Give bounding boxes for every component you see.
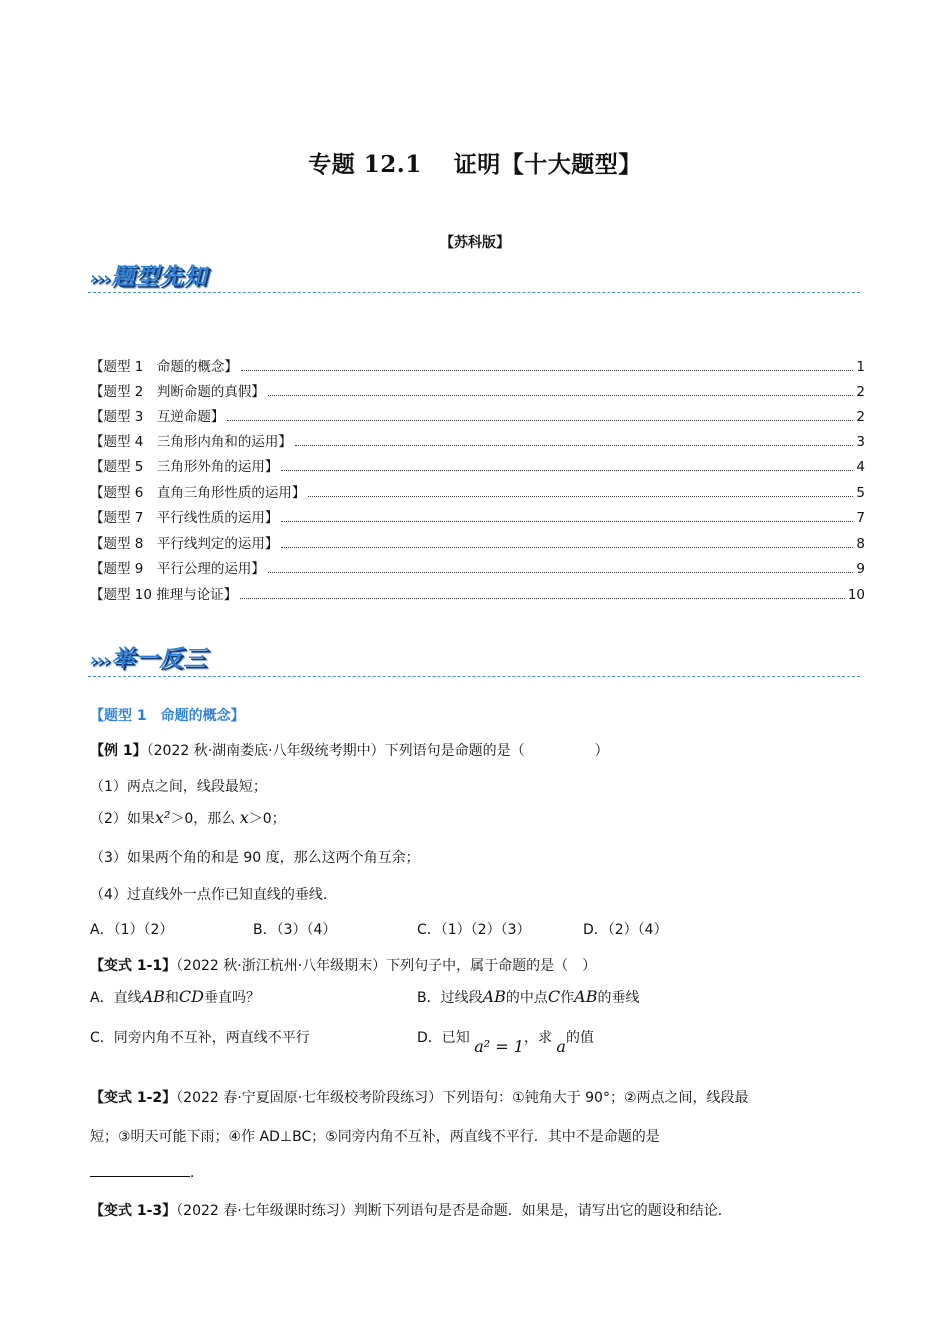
divider: [88, 676, 860, 677]
banner-arrows-icon: ›››: [90, 268, 110, 289]
toc-item[interactable]: 【题型 3 互逆命题】 2: [90, 409, 865, 425]
example-1-option-a: A．（1）（2）: [90, 922, 174, 938]
variant-1-1-option-d: D．已知 a² = 1，求 a的值: [417, 1030, 594, 1056]
toc-item[interactable]: 【题型 5 三角形外角的运用】 4: [90, 459, 865, 475]
variant-1-1-stem: 【变式 1-1】（2022 秋·浙江杭州·八年级期末）下列句子中，属于命题的是（ ）: [90, 958, 597, 974]
example-1-option-d: D．（2）（4）: [583, 922, 668, 938]
toc-item[interactable]: 【题型 6 直角三角形性质的运用】 5: [90, 485, 865, 501]
page-title: 专题 12.1 证明【十大题型】: [308, 151, 642, 178]
toc-item[interactable]: 【题型 10 推理与论证】 10: [90, 587, 865, 603]
divider: [88, 292, 860, 293]
example-1-option-c: C．（1）（2）（3）: [417, 922, 531, 938]
edition-label: 【苏科版】: [440, 235, 510, 251]
example-1-item: （1）两点之间，线段最短；: [90, 779, 267, 795]
banner-preview-text: 题型先知: [111, 264, 208, 290]
answer-blank[interactable]: [90, 1162, 190, 1177]
banner-practice: [90, 640, 207, 674]
toc-item[interactable]: 【题型 8 平行线判定的运用】 8: [90, 536, 865, 552]
example-1-item: （2）如果x²＞0，那么 x＞0；: [90, 808, 286, 827]
variant-1-1-option-c: C．同旁内角不互补，两直线不平行: [90, 1030, 310, 1046]
example-1-option-b: B．（3）（4）: [253, 922, 337, 938]
toc-item[interactable]: 【题型 7 平行线性质的运用】 7: [90, 510, 865, 526]
variant-1-1-option-b: B．过线段AB的中点C作AB的垂线: [417, 987, 640, 1006]
banner-practice-text: 举一反三: [111, 646, 208, 672]
example-1-item: （3）如果两个角的和是 90 度，那么这两个角互余；: [90, 850, 420, 866]
section-heading: 【题型 1 命题的概念】: [90, 708, 245, 724]
example-1-item: （4）过直线外一点作已知直线的垂线．: [90, 887, 337, 903]
variant-1-3-stem: 【变式 1-3】（2022 春·七年级课时练习）判断下列语句是否是命题．如果是，请写出它的题设和结论．: [90, 1203, 732, 1219]
toc-item[interactable]: 【题型 4 三角形内角和的运用】 3: [90, 434, 865, 450]
toc-item[interactable]: 【题型 9 平行公理的运用】 9: [90, 561, 865, 577]
banner-arrows-icon: ›››: [90, 650, 110, 671]
toc-item[interactable]: 【题型 2 判断命题的真假】 2: [90, 384, 865, 400]
example-1-stem: 【例 1】（2022 秋·湖南娄底·八年级统考期中）下列语句是命题的是（ ）: [90, 743, 609, 759]
variant-1-2-answer: ．: [90, 1162, 204, 1182]
banner-preview: [90, 258, 207, 292]
toc-item[interactable]: 【题型 1 命题的概念】 1: [90, 359, 865, 375]
variant-1-2-line: 短；③明天可能下雨；④作 AD⊥BC；⑤同旁内角不互补，两直线不平行．其中不是命题的是: [90, 1129, 660, 1145]
variant-1-1-option-a: A．直线AB和CD垂直吗？: [90, 987, 260, 1006]
variant-1-2-stem: 【变式 1-2】（2022 春·宁夏固原·七年级校考阶段练习）下列语句：①钝角大于 90°；②两点之间，线段最: [90, 1090, 749, 1106]
